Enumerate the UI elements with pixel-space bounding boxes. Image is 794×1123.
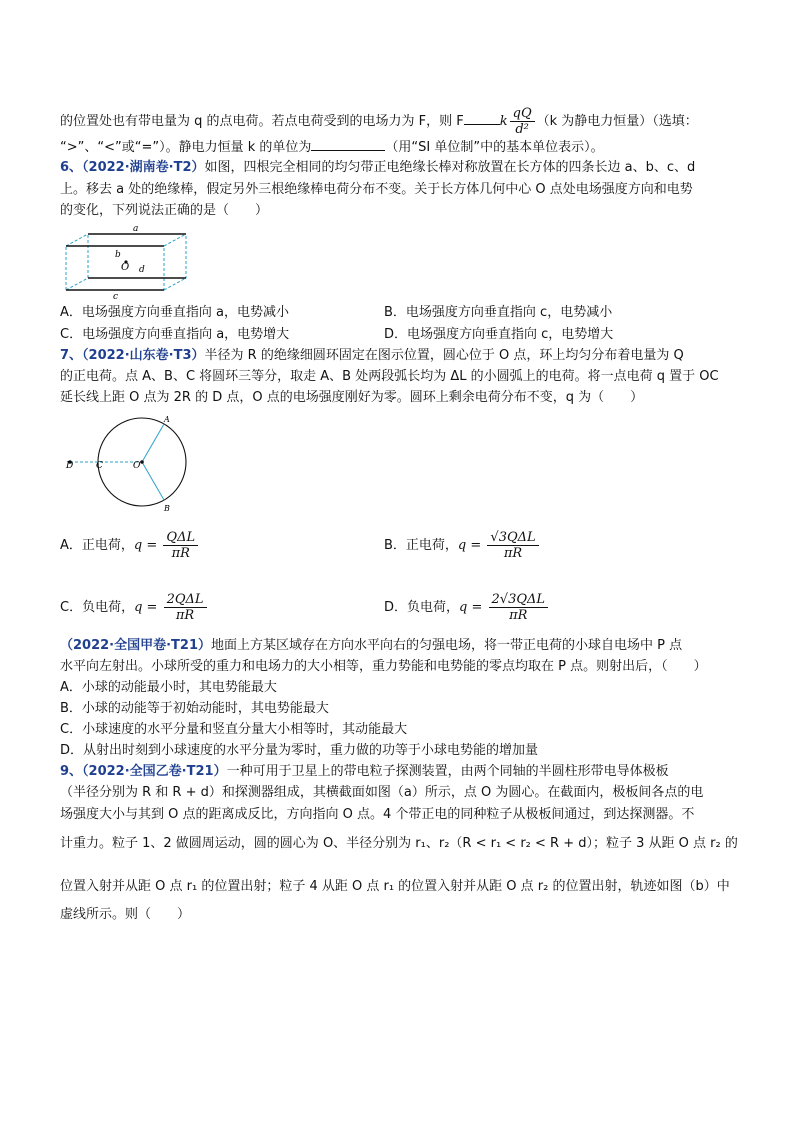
- q8-text-1: 地面上方某区域存在方向水平向右的匀强电场，将一带正电荷的小球自电场中 P 点: [211, 638, 683, 653]
- q6-option-c[interactable]: C．电场强度方向垂直指向 a，电势增大: [60, 327, 290, 342]
- q6-heading: 6、（2022·湖南卷·T2）: [60, 160, 205, 175]
- intro-text-a: 的位置处也有带电量为 q 的点电荷。若点电荷受到的电场力为 F，则 F: [60, 114, 464, 129]
- label-c: c: [113, 292, 119, 300]
- label-O: O: [133, 461, 141, 471]
- q6-line-1: [60, 159, 740, 177]
- label-b: b: [115, 250, 121, 260]
- constant-k: k: [499, 114, 508, 129]
- q7-line-2: [60, 368, 740, 386]
- q9-line-6: [60, 906, 740, 924]
- q9-heading: 9、（2022·全国乙卷·T21）: [60, 764, 227, 779]
- q6-text-1: 如图，四根完全相同的均匀带正电绝缘长棒对称放置在长方体的四条长边 a、b、c、d: [204, 160, 696, 175]
- q7-heading: 7、（2022·山东卷·T3）: [60, 348, 205, 363]
- q6-line-3: [60, 202, 740, 220]
- intro-text-b: （k 为静电力恒量）（选填：: [536, 114, 698, 129]
- q7-text-1: 半径为 R 的绝缘细圆环固定在图示位置，圆心位于 O 点，环上均匀分布着电量为 Q: [204, 348, 684, 363]
- q7-text-3: 延长线上距 O 点为 2R 的 D 点，O 点的电场强度刚好为零。圆环上剩余电荷分布不变，q 为（ ）: [60, 390, 644, 405]
- answer-blank-1[interactable]: [464, 112, 500, 125]
- q9-text-1: 一种可用于卫星上的带电粒子探测装置，由两个同轴的半圆柱形带电导体极板: [226, 764, 669, 779]
- q9-line-4: [60, 835, 740, 853]
- q9-text-6: 虚线所示。则（ ）: [60, 907, 191, 922]
- q8-heading: （2022·全国甲卷·T21）: [60, 638, 212, 653]
- label-D: D: [66, 461, 74, 471]
- label-d: d: [139, 265, 145, 275]
- q9-text-5: 位置入射并从距 O 点 r₁ 的位置出射；粒子 4 从距 O 点 r₁ 的位置入射并从距 O 点 r₂ 的位置出射，轨迹如图（b）中: [60, 879, 730, 894]
- q8-option-a[interactable]: A．小球的动能最小时，其电势能最大: [60, 680, 277, 695]
- q8-option-d[interactable]: D．从射出时刻到小球速度的水平分量为零时，重力做的功等于小球电势能的增加量: [60, 743, 539, 758]
- fraction-qQ-d2: $\frac{qQ}{\text{d²}}$: [510, 106, 535, 137]
- q9-text-3: 场强度大小与其到 O 点的距离成反比，方向指向 O 点。4 个带正电的同种粒子从极板间通过，到达探测器。不: [60, 807, 695, 822]
- q6-text-2: 上。移去 a 处的绝缘棒，假定另外三根绝缘棒电荷分布不变。关于长方体几何中心 O 点处电场强度方向和电势: [60, 182, 693, 197]
- q9-line-1: [60, 763, 740, 781]
- q8-option-b[interactable]: B．小球的动能等于初始动能时，其电势能最大: [60, 701, 329, 716]
- q8-line-2: [60, 658, 740, 676]
- q8-option-c[interactable]: C．小球速度的水平分量和竖直分量大小相等时，其动能最大: [60, 722, 408, 737]
- q6-line-2: [60, 181, 740, 199]
- center-O: [140, 460, 144, 464]
- q9-line-3: [60, 806, 740, 824]
- q7-line-3: [60, 389, 740, 407]
- q9-line-5: [60, 878, 740, 896]
- q8-line-1: [60, 637, 740, 655]
- radius-oa: [142, 424, 164, 462]
- label-O: O: [121, 262, 130, 273]
- intro-line-1: [60, 106, 740, 137]
- intro-text-d: （用“SI 单位制”中的基本单位表示）。: [385, 140, 604, 155]
- cuboid-back-face: [88, 234, 186, 278]
- q9-text-2: （半径分别为 R 和 R + d）和探测器组成，其横截面如图（a）所示，点 O 为圆心。在截面内，极板间各点的电: [60, 785, 704, 800]
- q6-option-d[interactable]: D．电场强度方向垂直指向 c，电势增大: [384, 327, 614, 342]
- q7-option-d[interactable]: D．负电荷，q = $\frac{\text{2√3QΔL}}{\pi R}$: [384, 592, 550, 623]
- q9-line-2: [60, 784, 740, 802]
- label-C: C: [96, 461, 103, 471]
- q6-text-3: 的变化，下列说法正确的是（ ）: [60, 203, 269, 218]
- answer-blank-2[interactable]: [311, 138, 385, 151]
- label-a: a: [133, 224, 139, 234]
- intro-text-c: “>”、“<”或“=”）。静电力恒量 k 的单位为: [60, 140, 312, 155]
- q7-option-c[interactable]: C．负电荷，q = $\frac{\text{2QΔL}}{\pi R}$: [60, 592, 209, 623]
- q7-option-a[interactable]: A．正电荷，q = $\frac{\text{QΔL}}{\pi R}$: [60, 530, 200, 561]
- radius-ob: [142, 462, 164, 500]
- q7-option-b[interactable]: B．正电荷，q = $\frac{\text{√3QΔL}}{\pi R}$: [384, 530, 541, 561]
- q6-cuboid-figure: [62, 222, 198, 300]
- q6-option-a[interactable]: A．电场强度方向垂直指向 a，电势减小: [60, 305, 289, 320]
- label-A: A: [164, 415, 170, 424]
- q6-option-b[interactable]: B．电场强度方向垂直指向 c，电势减小: [384, 305, 613, 320]
- label-B: B: [164, 504, 170, 513]
- q7-line-1: [60, 347, 740, 365]
- q9-text-4: 计重力。粒子 1、2 做圆周运动，圆的圆心为 O、半径分别为 r₁、r₂（R < r₁ < r₂ < R + d）；粒子 3 从距 O 点 r₂ 的: [60, 836, 738, 851]
- q8-text-2: 水平向左射出。小球所受的重力和电场力的大小相等，重力势能和电势能的零点均取在 P 点。则射出后，（ ）: [60, 659, 707, 674]
- q7-ring-figure: [60, 412, 190, 516]
- q7-text-2: 的正电荷。点 A、B、C 将圆环三等分，取走 A、B 处两段弧长均为 ΔL 的小圆弧上的电荷。将一点电荷 q 置于 OC: [60, 369, 719, 384]
- intro-line-2: [60, 138, 740, 157]
